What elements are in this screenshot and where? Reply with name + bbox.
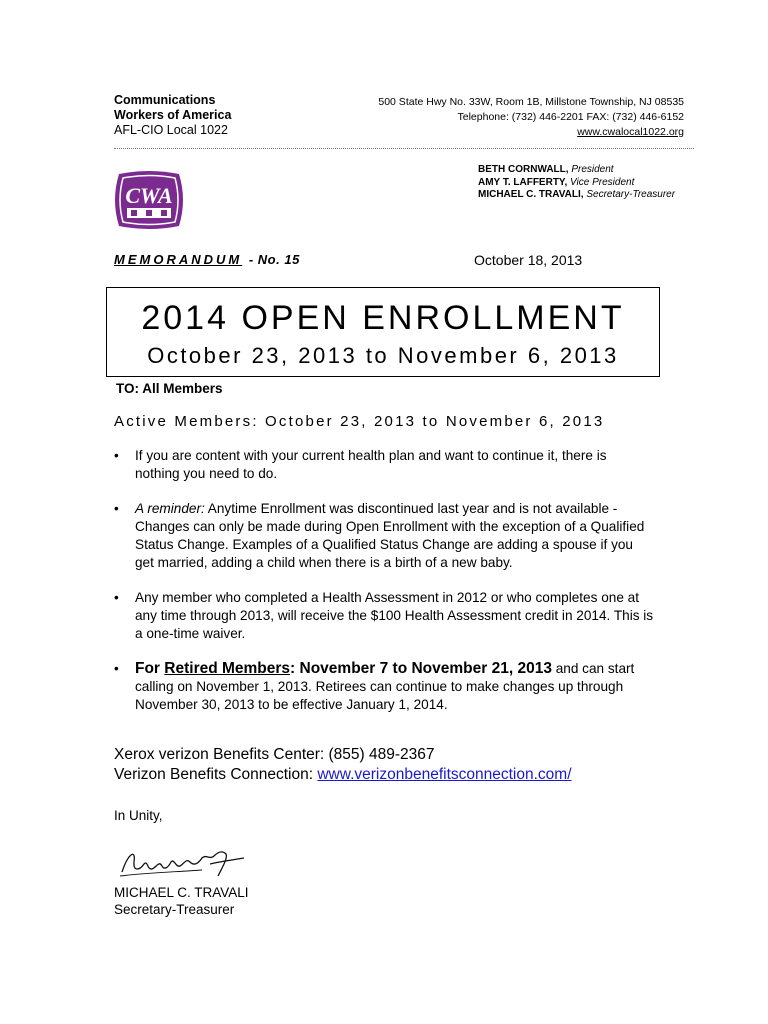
officer-secretary-treasurer: MICHAEL C. TRAVALI, Secretary-Treasurer bbox=[478, 189, 676, 200]
closing-salutation: In Unity, bbox=[114, 808, 163, 823]
signature bbox=[114, 840, 254, 885]
bullet-list bbox=[114, 447, 654, 731]
to-line: TO: All Members bbox=[116, 381, 223, 396]
reminder-lead: A reminder: bbox=[135, 501, 205, 516]
phone-fax: Telephone: (732) 446-2201 FAX: (732) 446-6152 bbox=[457, 111, 684, 123]
retired-members-label: Retired Members bbox=[164, 660, 291, 677]
website-link[interactable]: www.cwalocal1022.org bbox=[577, 126, 684, 138]
verizon-benefits-connection: Verizon Benefits Connection: www.verizonbenefitsconnection.com/ bbox=[114, 766, 572, 783]
signer-block bbox=[114, 884, 249, 918]
list-item: • Any member who completed a Health Assessment in 2012 or who completes one at any time through 2013, will receive the $100 Health Assessment credit in 2014. This is a one-time waiver. bbox=[114, 589, 654, 643]
banner-title: 2014 OPEN ENROLLMENT bbox=[141, 299, 625, 337]
header-divider bbox=[114, 148, 694, 149]
list-item: • If you are content with your current health plan and want to continue it, there is nothing you need to do. bbox=[114, 447, 654, 483]
active-members-heading: Active Members: October 23, 2013 to November 6, 2013 bbox=[114, 413, 605, 430]
memo-label: MEMORANDUM bbox=[114, 252, 243, 267]
officer-president: BETH CORNWALL, President bbox=[478, 164, 614, 175]
memo-number: - No. 15 bbox=[248, 252, 300, 267]
org-line-2: Workers of America bbox=[114, 108, 232, 122]
signer-title: Secretary-Treasurer bbox=[114, 902, 235, 917]
street-address: 500 State Hwy No. 33W, Room 1B, Millstone Township, NJ 08535 bbox=[378, 96, 684, 108]
cwa-logo bbox=[111, 168, 187, 232]
xerox-benefits-center: Xerox verizon Benefits Center: (855) 489-2367 bbox=[114, 746, 435, 763]
org-line-1: Communications bbox=[114, 93, 216, 107]
list-item: • A reminder: Anytime Enrollment was discontinued last year and is not available - Changes can only be made during Open Enrollment with the exception of a Qualified Status Change. Examples of a Qualified Status Change are adding a spouse if you get married, adding a child when there is a birth of a new baby. bbox=[114, 500, 654, 572]
address-block bbox=[378, 95, 684, 140]
list-item-retired: • For Retired Members: November 7 to November 21, 2013 and can start calling on November 1, 2013. Retirees can continue to make changes up through November 30, 2013 to be effective January 1, 2014. bbox=[114, 660, 654, 714]
contact-block bbox=[114, 745, 572, 785]
verizon-benefits-link[interactable]: www.verizonbenefitsconnection.com/ bbox=[317, 766, 572, 783]
officers-list bbox=[478, 164, 675, 202]
enrollment-banner bbox=[106, 287, 660, 377]
organization-name bbox=[114, 93, 231, 138]
memo-date: October 18, 2013 bbox=[474, 252, 583, 268]
org-line-3: AFL-CIO Local 1022 bbox=[114, 123, 228, 137]
signer-name: MICHAEL C. TRAVALI bbox=[114, 885, 249, 900]
banner-dates: October 23, 2013 to November 6, 2013 bbox=[147, 343, 619, 368]
officer-vice-president: AMY T. LAFFERTY, Vice President bbox=[478, 176, 635, 188]
logo-text: CWA bbox=[125, 183, 173, 208]
memo-header bbox=[114, 252, 300, 267]
